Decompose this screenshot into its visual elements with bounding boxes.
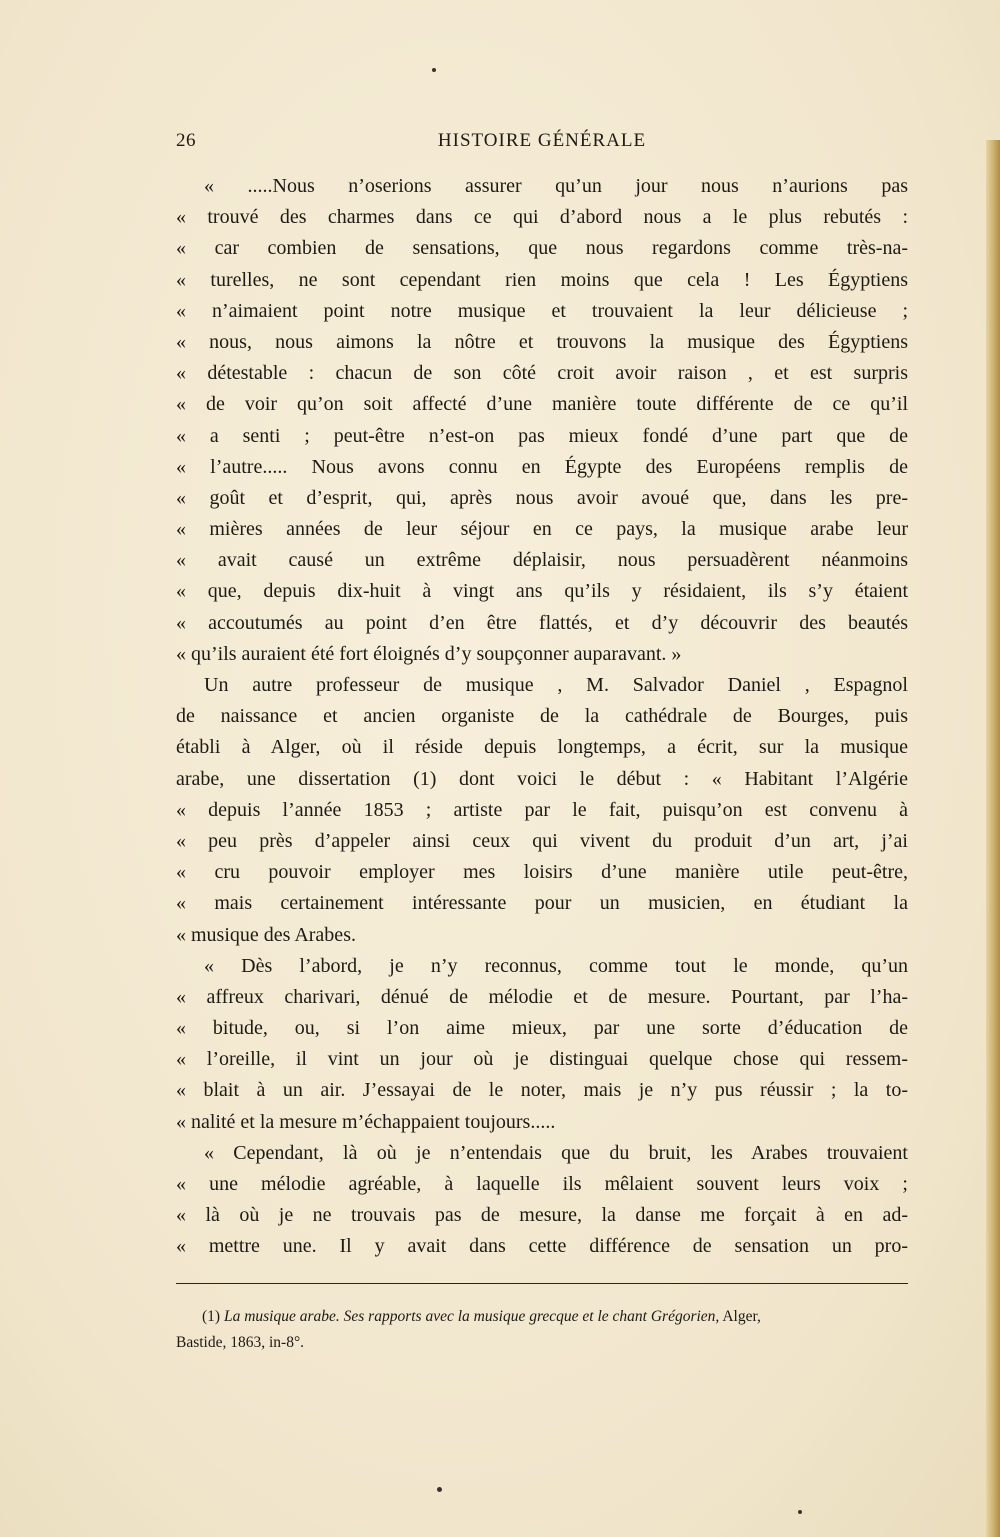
body-text — [176, 171, 908, 1263]
page-number: 26 — [176, 130, 196, 151]
text-line: établi à Alger, où il réside depuis longtemps, a écrit, sur la musique — [176, 736, 908, 759]
text-line: « détestable : chacun de son côté croit avoir raison , et est surpris — [176, 362, 908, 385]
text-line: « cru pouvoir employer mes loisirs d’une manière utile peut-être, — [176, 861, 908, 884]
text-line: « nalité et la mesure m’échappaient toujours..... — [176, 1110, 556, 1133]
text-line: « turelles, ne sont cependant rien moins que cela ! Les Égyptiens — [176, 268, 908, 291]
text-line: « Dès l’abord, je n’y reconnus, comme tout le monde, qu’un — [204, 954, 908, 977]
footnote — [176, 1304, 932, 1356]
page-header — [176, 130, 908, 160]
text-line: « trouvé des charmes dans ce qui d’abord nous a le plus rebutés : — [176, 206, 908, 229]
text-line: « musique des Arabes. — [176, 923, 356, 946]
text-line: « n’aimaient point notre musique et trouvaient la leur délicieuse ; — [176, 299, 908, 322]
text-line: « l’oreille, il vint un jour où je distinguai quelque chose qui ressem- — [176, 1048, 908, 1071]
footnote-line-2: Bastide, 1863, in-8°. — [176, 1334, 305, 1351]
ink-speck — [432, 68, 436, 72]
text-line: « nous, nous aimons la nôtre et trouvons la musique des Égyptiens — [176, 330, 908, 353]
text-line: « depuis l’année 1853 ; artiste par le fait, puisqu’on est convenu à — [176, 798, 908, 821]
text-line: « mais certainement intéressante pour un musicien, en étudiant la — [176, 892, 908, 915]
text-line: arabe, une dissertation (1) dont voici le début : « Habitant l’Algérie — [176, 767, 908, 790]
text-line: « bitude, ou, si l’on aime mieux, par une sorte d’éducation de — [176, 1017, 908, 1040]
text-line: « Cependant, là où je n’entendais que du bruit, les Arabes trouvaient — [204, 1141, 908, 1164]
text-line: de naissance et ancien organiste de la cathédrale de Bourges, puis — [176, 705, 908, 728]
text-line: « mettre une. Il y avait dans cette différence de sensation un pro- — [176, 1235, 908, 1258]
text-line: « goût et d’esprit, qui, après nous avoir avoué que, dans les pre- — [176, 486, 908, 509]
text-line: « a senti ; peut-être n’est-on pas mieux fondé d’une part que de — [176, 424, 908, 447]
text-line: « qu’ils auraient été fort éloignés d’y soupçonner auparavant. » — [176, 642, 682, 665]
ink-speck — [798, 1510, 802, 1514]
running-head: HISTOIRE GÉNÉRALE — [437, 130, 647, 151]
text-line: « blait à un air. J’essayai de le noter, mais je n’y pus réussir ; la to- — [176, 1079, 908, 1102]
footnote-rule — [176, 1283, 908, 1284]
text-line: « car combien de sensations, que nous regardons comme très-na- — [176, 237, 908, 260]
footnote-title: La musique arabe. Ses rapports avec la musique grecque et le chant Grégorien, — [223, 1308, 720, 1325]
text-line: « accoutumés au point d’en être flattés, et d’y découvrir des beautés — [176, 611, 908, 634]
footnote-place: Alger, — [719, 1308, 761, 1325]
text-line: « là où je ne trouvais pas de mesure, la danse me forçait à en ad- — [176, 1204, 908, 1227]
footnote-marker: (1) — [202, 1308, 221, 1325]
text-line: « de voir qu’on soit affecté d’une manière toute différente de ce qu’il — [176, 393, 908, 416]
text-line: « peu près d’appeler ainsi ceux qui vivent du produit d’un art, j’ai — [176, 829, 908, 852]
page-edge-shadow — [986, 140, 1000, 1537]
text-line: « avait causé un extrême déplaisir, nous persuadèrent néanmoins — [176, 549, 908, 572]
text-line: « que, depuis dix-huit à vingt ans qu’ils y résidaient, ils s’y étaient — [176, 580, 908, 603]
text-line: « affreux charivari, dénué de mélodie et de mesure. Pourtant, par l’ha- — [176, 985, 908, 1008]
text-line: « une mélodie agréable, à laquelle ils mêlaient souvent leurs voix ; — [176, 1173, 908, 1195]
text-line: « l’autre..... Nous avons connu en Égypte des Européens remplis de — [176, 455, 908, 478]
ink-speck — [437, 1487, 442, 1492]
text-line: « .....Nous n’oserions assurer qu’un jour nous n’aurions pas — [204, 175, 908, 197]
text-line: Un autre professeur de musique , M. Salvador Daniel , Espagnol — [204, 674, 908, 696]
text-line: « mières années de leur séjour en ce pays, la musique arabe leur — [176, 518, 908, 541]
